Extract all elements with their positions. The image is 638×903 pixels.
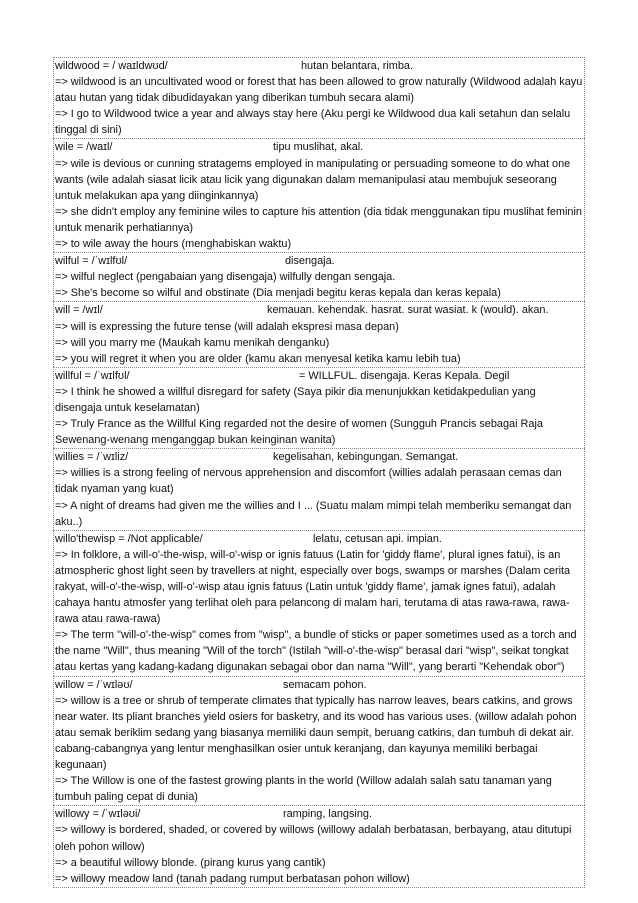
entry-meaning: lelatu, cetusan api. impian. <box>313 532 442 545</box>
entry-word: wilful = /ˈwɪlfʊl/ <box>55 255 128 268</box>
example-line: => she didn't employ any feminine wiles to capture his attention (dia tidak menggunakan tipu muslihat feminin untuk menarik perhatiannya) <box>55 205 582 234</box>
entry-word: wile = /waɪl/ <box>55 141 113 154</box>
example-line: => The term "will-o'-the-wisp" comes from "wisp", a bundle of sticks or paper sometimes used as a torch and the name "Will", thus meaning "Will of the torch" (Istilah "will-o'-the-wisp" berasal dari "wisp", seikat tongkat atau kertas yang kadang-kadang digunakan sebagai obor dan nama "Will", yang berarti "Kehendak obor") <box>55 629 577 674</box>
example-line: => Truly France as the Willful King regarded not the desire of women (Sungguh Prancis sebagai Raja Sewenang-wenang menganggap bukan keinginan wanita) <box>55 418 543 447</box>
dictionary-entry-willow <box>53 676 585 806</box>
entry-heading <box>54 806 584 822</box>
entry-heading <box>54 449 584 465</box>
entry-heading <box>54 368 584 384</box>
dictionary-entry-willothewisp <box>53 530 585 676</box>
dictionary-entry-wildwood <box>53 57 585 138</box>
entry-meaning: = WILLFUL. disengaja. Keras Kepala. Degil <box>299 369 510 382</box>
example-line: => I go to Wildwood twice a year and always stay here (Aku pergi ke Wildwood dua kali setahun dan selalu tinggal di sini) <box>55 108 571 137</box>
entry-heading <box>54 58 584 74</box>
entry-meaning: hutan belantara, rimba. <box>301 60 414 72</box>
example-line: => will you marry me (Maukah kamu menikah denganku) <box>55 336 330 349</box>
entry-word: will = /wɪl/ <box>55 304 103 317</box>
entry-word: wildwood = / waɪldwʊd/ <box>55 60 168 72</box>
dictionary-entry-willful <box>53 367 585 448</box>
entry-meaning: ramping, langsing. <box>283 808 372 821</box>
example-line: => wildwood is an uncultivated wood or forest that has been allowed to grow naturally (Wildwood adalah kayu atau hutan yang tidak dibudidayakan yang diberikan tumbuh secara alami) <box>55 76 583 105</box>
entry-meaning: disengaja. <box>285 255 335 268</box>
example-line: => She's become so wilful and obstinate (Dia menjadi begitu keras kepala dan keras kepala) <box>55 287 501 300</box>
entry-meaning: kemauan. kehendak. hasrat. surat wasiat. k (would). akan. <box>267 304 549 317</box>
example-line: => In folklore, a will-o'-the-wisp, will-o'-wisp or ignis fatuus (Latin for 'giddy flame', plural ignes fatui), is an atmospheric ghost light seen by travellers at night, especially over bogs, swamps or marshes (Dalam cerita rakyat, will-o'-the-wisp, will-o'-wisp atau ignis fatuus (Latin untuk 'giddy flame', jamak ignes fatui), adalah cahaya hantu atmosfer yang terlihat oleh para pelancong di malam hari, terutama di atas rawa-rawa, rawa-rawa atau rawa-rawa) <box>55 548 571 626</box>
entry-heading <box>54 139 584 155</box>
entry-heading <box>54 677 584 693</box>
example-line: => will is expressing the future tense (will adalah ekspresi masa depan) <box>55 320 399 333</box>
dictionary-entry-will <box>53 301 585 366</box>
entry-heading <box>54 253 584 269</box>
example-line: => A night of dreams had given me the willies and I ... (Suatu malam mimpi telah memberiku semangat dan aku..) <box>55 499 572 528</box>
entry-heading <box>54 531 584 547</box>
entry-meaning: kegelisahan, kebingungan. Semangat. <box>273 451 459 464</box>
entry-word: willies = /ˈwɪliz/ <box>55 451 129 464</box>
entry-meaning: tipu muslihat, akal. <box>273 141 364 154</box>
entry-heading <box>54 302 584 318</box>
example-line: => wile is devious or cunning stratagems employed in manipulating or persuading someone to do what one wants (wile adalah siasat licik atau licik yang digunakan dalam memanipulasi atau membujuk seseorang untuk melakukan apa yang diinginkannya) <box>55 157 571 202</box>
dictionary-entry-wilful <box>53 252 585 301</box>
example-line: => you will regret it when you are older (kamu akan menyesal ketika kamu lebih tua) <box>55 352 461 365</box>
dictionary-entry-willies <box>53 448 585 529</box>
entry-word: willful = /ˈwɪlfʊl/ <box>55 369 130 382</box>
dictionary-entry-wile <box>53 138 585 252</box>
example-line: => willies is a strong feeling of nervous apprehension and discomfort (willies adalah perasaan cemas dan tidak nyaman yang kuat) <box>55 467 562 496</box>
example-line: => I think he showed a willful disregard for safety (Saya pikir dia menunjukkan ketidakpedulian yang disengaja untuk keselamatan) <box>55 385 536 414</box>
entry-word: willow = /ˈwɪləʊ/ <box>55 678 133 691</box>
entry-word: willo'thewisp = /Not applicable/ <box>55 532 203 545</box>
entry-meaning: semacam pohon. <box>283 678 367 691</box>
example-line: => willow is a tree or shrub of temperate climates that typically has narrow leaves, bears catkins, and grows near water. Its pliant branches yield osiers for basketry, and its wood has various uses. (willow adalah pohon atau semak beriklim sedang yang biasanya memiliki daun sempit, beruang catkins, dan tumbuh di dekat air. cabang-cabangnya yang lentur menghasilkan osier untuk keranjang, dan kayunya memiliki berbagai kegunaan) <box>55 694 577 772</box>
example-line: => wilful neglect (pengabaian yang disengaja) wilfully dengan sengaja. <box>55 271 396 284</box>
dictionary-page <box>53 57 585 888</box>
example-line: => to wile away the hours (menghabiskan waktu) <box>55 238 292 251</box>
example-line: => The Willow is one of the fastest growing plants in the world (Willow adalah salah satu tanaman yang tumbuh paling cepat di dunia) <box>55 775 552 804</box>
example-line: => a beautiful willowy blonde. (pirang kurus yang cantik) <box>55 856 326 869</box>
dictionary-entry-willowy <box>53 805 585 887</box>
entry-word: willowy = /ˈwɪləʊi/ <box>55 808 141 821</box>
example-line: => willowy meadow land (tanah padang rumput berbatasan pohon willow) <box>55 872 410 885</box>
example-line: => willowy is bordered, shaded, or covered by willows (willowy adalah berbatasan, berbayang, atau ditutupi oleh pohon willow) <box>55 824 572 853</box>
